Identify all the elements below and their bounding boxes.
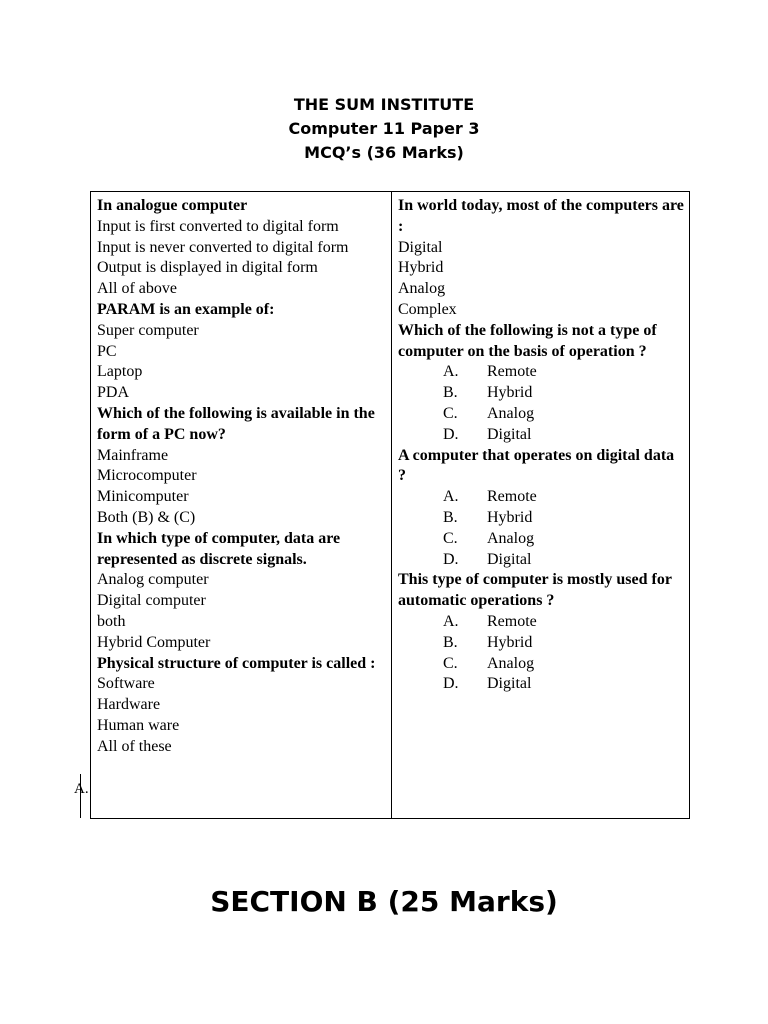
question-text: Physical structure of computer is called : (97, 654, 376, 672)
mcq-marks-title: MCQ’s (36 Marks) (304, 143, 464, 162)
option-text: Human ware (97, 716, 180, 734)
option-text: Hardware (97, 696, 161, 714)
lettered-option (398, 612, 686, 633)
option-text: Super computer (97, 321, 199, 339)
paper-title: Computer 11 Paper 3 (288, 119, 480, 138)
option-text: Digital (487, 675, 532, 693)
lettered-option (398, 425, 686, 446)
option-text: Mainframe (97, 446, 169, 464)
question-text: A computer that operates on digital data ? (398, 446, 675, 485)
option-text: PC (97, 342, 117, 360)
option-text: Microcomputer (97, 467, 197, 485)
option-text: Analog (487, 404, 535, 422)
institute-title: THE SUM INSTITUTE (293, 95, 475, 114)
option-text: Hybrid (398, 259, 444, 277)
option-letter: B. (443, 384, 458, 402)
option-letter: B. (443, 633, 458, 651)
stray-mark: A. (74, 781, 89, 797)
option-text: Remote (487, 612, 537, 630)
right-column (398, 196, 686, 695)
option-text: Analog computer (97, 571, 209, 589)
option-text: Complex (398, 300, 457, 318)
option-text: both (97, 612, 126, 630)
option-text: Software (97, 675, 155, 693)
option-letter: C. (443, 404, 458, 422)
option-text: All of these (97, 737, 172, 755)
option-text: Hybrid (487, 384, 533, 402)
option-text: Analog (487, 529, 535, 547)
option-text: Hybrid Computer (97, 633, 211, 651)
lettered-option (398, 362, 686, 383)
option-text: Remote (487, 363, 537, 381)
option-letter: C. (443, 654, 458, 672)
lettered-option (398, 654, 686, 675)
option-text: Both (B) & (C) (97, 508, 196, 526)
option-letter: A. (443, 488, 459, 506)
option-text: Input is never converted to digital form (97, 238, 349, 256)
option-text: Remote (487, 488, 537, 506)
option-letter: D. (443, 550, 459, 568)
section-b-title: SECTION B (25 Marks) (210, 885, 558, 918)
lettered-option (398, 383, 686, 404)
question-text: Which of the following is not a type of computer on the basis of operation ? (398, 321, 657, 360)
question-text: Which of the following is available in the form of a PC now? (97, 404, 375, 443)
option-text: Minicomputer (97, 488, 189, 506)
column-divider (391, 192, 392, 818)
option-text: PDA (97, 384, 130, 402)
option-text: All of above (97, 280, 177, 298)
question-text: In analogue computer (97, 197, 248, 214)
option-text: Analog (487, 654, 535, 672)
option-letter: A. (443, 612, 459, 630)
option-text: Digital computer (97, 592, 206, 610)
lettered-option (398, 674, 686, 695)
option-text: Input is first converted to digital form (97, 217, 339, 235)
option-text: Digital (398, 238, 443, 256)
option-letter: C. (443, 529, 458, 547)
question-text: In which type of computer, data are represented as discrete signals. (97, 529, 341, 568)
option-text: Digital (487, 425, 532, 443)
lettered-option (398, 529, 686, 550)
mcq-table (90, 191, 690, 819)
option-text: Digital (487, 550, 532, 568)
option-text: Hybrid (487, 508, 533, 526)
question-text: This type of computer is mostly used for automatic operations ? (398, 571, 672, 610)
left-column (97, 196, 387, 758)
option-text: Hybrid (487, 633, 533, 651)
option-text: Output is displayed in digital form (97, 259, 318, 277)
paper-header (0, 93, 768, 165)
option-text: Laptop (97, 363, 143, 381)
lettered-option (398, 487, 686, 508)
lettered-option (398, 508, 686, 529)
question-text: PARAM is an example of: (97, 300, 275, 318)
lettered-option (398, 404, 686, 425)
option-letter: B. (443, 508, 458, 526)
lettered-option (398, 550, 686, 571)
option-letter: D. (443, 425, 459, 443)
option-letter: A. (443, 363, 459, 381)
lettered-option (398, 633, 686, 654)
option-letter: D. (443, 675, 459, 693)
option-text: Analog (398, 280, 446, 298)
question-text: In world today, most of the computers are : (398, 197, 684, 235)
